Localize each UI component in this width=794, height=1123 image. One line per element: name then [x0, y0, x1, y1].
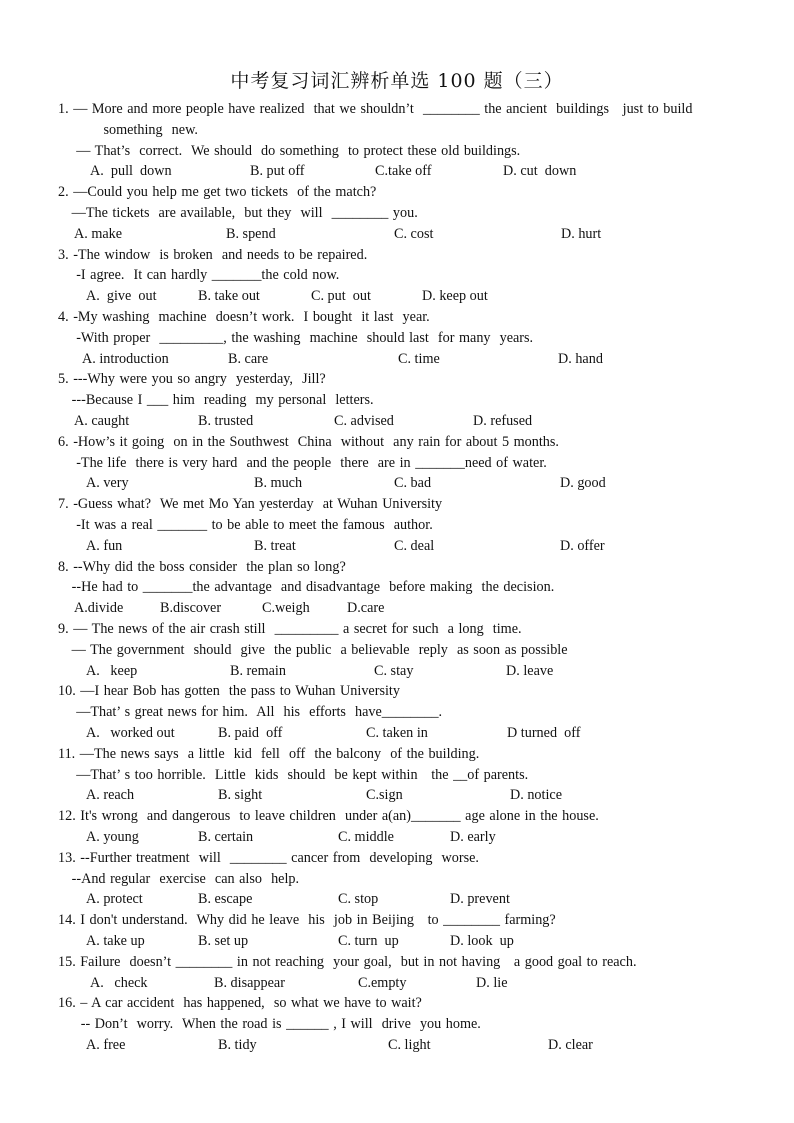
answer-options — [0, 661, 794, 682]
option-d: D turned off — [507, 725, 581, 741]
option-b: B. paid off — [218, 725, 283, 741]
option-a: A. take up — [86, 933, 145, 949]
option-b: B. sight — [218, 787, 263, 804]
question-stem: 16. – A car accident has happened, so what we have to wait? — [58, 995, 422, 1012]
question-stem: 13. --Further treatment will ________ cancer from developing worse. — [58, 849, 479, 866]
option-c: C. time — [398, 350, 440, 367]
question-line: -The life there is very hard and the people there are in _______need of water. — [58, 454, 547, 471]
answer-options — [0, 598, 794, 619]
option-c: C.empty — [358, 974, 407, 991]
option-b: B. much — [254, 475, 303, 492]
option-c: C. turn up — [338, 933, 399, 949]
option-c: C. deal — [394, 537, 435, 554]
option-a: A. protect — [86, 891, 143, 908]
option-d: D. hand — [558, 350, 603, 367]
answer-options — [0, 161, 794, 182]
answer-options — [0, 411, 794, 432]
question-line: —The tickets are available, but they will ________ you. — [58, 205, 418, 221]
option-d: D. clear — [548, 1037, 593, 1053]
option-b: B. certain — [198, 829, 254, 845]
option-b: B.discover — [160, 600, 222, 617]
question-line: -With proper _________, the washing machine should last for many years. — [58, 329, 534, 346]
option-b: B. disappear — [214, 974, 285, 991]
question-line: —That’ s too horrible. Little kids should be kept within the __of parents. — [58, 766, 529, 783]
question-stem: 12. It's wrong and dangerous to leave children under a(an)_______ age alone in the house. — [58, 808, 599, 825]
option-c: C. light — [388, 1037, 431, 1053]
option-d: D. early — [450, 829, 496, 845]
question-stem: 15. Failure doesn’t ________ in not reaching your goal, but in not having a good goal to reach. — [58, 953, 637, 970]
option-a: A. make — [74, 225, 123, 242]
option-a: A. caught — [74, 413, 130, 429]
option-d: D. refused — [473, 413, 533, 429]
question-stem: 8. --Why did the boss consider the plan so long? — [58, 558, 346, 575]
answer-options — [0, 889, 794, 910]
option-d: D. hurt — [561, 225, 602, 242]
option-a: A. fun — [86, 537, 123, 554]
option-d: D. prevent — [450, 891, 510, 908]
question-line: -- Don’t worry. When the road is ______ , I will drive you home. — [58, 1016, 481, 1033]
option-c: C. put out — [311, 288, 371, 305]
question-stem: 10. —I hear Bob has gotten the pass to Wuhan University — [58, 683, 400, 700]
option-c: C. middle — [338, 829, 394, 845]
option-d: D. offer — [560, 537, 605, 554]
option-d: D. cut down — [503, 163, 577, 180]
option-b: B. tidy — [218, 1037, 257, 1053]
question-stem: 9. — The news of the air crash still _________ a secret for such a long time. — [58, 621, 522, 637]
question-stem: 7. -Guess what? We met Mo Yan yesterday at Wuhan University — [58, 496, 443, 513]
question-line: —That’ s great news for him. All his efforts have________. — [58, 704, 443, 721]
question-line: -I agree. It can hardly _______the cold now. — [58, 267, 340, 284]
page-title: 中考复习词汇辨析单选 100 题（三） — [230, 70, 564, 92]
question-line: ---Because I ___ him reading my personal letters. — [58, 392, 374, 409]
answer-options — [0, 224, 794, 245]
answer-options — [0, 827, 794, 848]
option-b: B. put off — [250, 163, 305, 180]
option-c: C.sign — [366, 787, 403, 804]
question-line: -It was a real _______ to be able to meet the famous author. — [58, 517, 433, 533]
answer-options — [0, 1035, 794, 1056]
option-b: B. escape — [198, 891, 253, 908]
question-stem: 2. —Could you help me get two tickets of the match? — [58, 184, 377, 201]
question-stem: 1. — More and more people have realized that we shouldn’t ________ the ancient buildings just to build — [58, 101, 693, 117]
option-c: C.weigh — [262, 600, 310, 617]
question-line: something new. — [58, 121, 198, 138]
option-a: A. worked out — [86, 725, 175, 741]
answer-options — [0, 931, 794, 952]
option-b: B. take out — [198, 288, 260, 305]
option-c: C. stay — [374, 662, 414, 679]
option-d: D. leave — [506, 662, 554, 679]
option-b: B. set up — [198, 933, 249, 949]
option-a: A.divide — [74, 600, 124, 617]
question-line: — That’s correct. We should do something to protect these old buildings. — [58, 142, 521, 159]
option-c: C. stop — [338, 891, 379, 908]
question-stem: 4. -My washing machine doesn’t work. I bought it last year. — [58, 309, 430, 325]
option-d: D. lie — [476, 974, 508, 991]
option-d: D. notice — [510, 787, 563, 804]
option-a: A. reach — [86, 787, 135, 804]
answer-options — [0, 785, 794, 806]
question-stem: 6. -How’s it going on in the Southwest China without any rain for about 5 months. — [58, 433, 559, 450]
question-stem: 11. —The news says a little kid fell off the balcony of the building. — [58, 745, 480, 762]
option-c: C. bad — [394, 475, 432, 492]
option-a: A. give out — [86, 288, 157, 305]
option-c: C. cost — [394, 225, 434, 242]
option-b: B. remain — [230, 662, 286, 679]
option-a: A. free — [86, 1037, 126, 1053]
option-c: C. taken in — [366, 725, 428, 741]
option-a: A. introduction — [82, 350, 169, 367]
answer-options — [0, 349, 794, 370]
question-stem: 14. I don't understand. Why did he leave his job in Beijing to ________ farming? — [58, 912, 556, 929]
question-stem: 5. ---Why were you so angry yesterday, Jill? — [58, 371, 326, 388]
option-c: C. advised — [334, 413, 394, 429]
option-a: A. keep — [86, 662, 138, 679]
answer-options — [0, 973, 794, 994]
question-stem: 3. -The window is broken and needs to be repaired. — [58, 246, 368, 263]
question-line: --He had to _______the advantage and disadvantage before making the decision. — [58, 579, 555, 596]
option-a: A. young — [86, 829, 139, 845]
question-line: — The government should give the public a believable reply as soon as possible — [58, 641, 568, 658]
option-d: D. good — [560, 475, 606, 492]
option-a: A. very — [86, 475, 129, 492]
answer-options — [0, 473, 794, 494]
question-line: --And regular exercise can also help. — [58, 870, 300, 887]
option-d: D.care — [347, 600, 385, 617]
option-c: C.take off — [375, 163, 432, 180]
option-b: B. treat — [254, 537, 296, 554]
option-a: A. pull down — [90, 163, 172, 180]
option-d: D. look up — [450, 933, 514, 949]
answer-options — [0, 723, 794, 744]
answer-options — [0, 536, 794, 557]
option-d: D. keep out — [422, 288, 488, 305]
option-b: B. care — [228, 350, 269, 367]
option-b: B. spend — [226, 225, 276, 242]
option-b: B. trusted — [198, 413, 254, 429]
option-a: A. check — [90, 974, 148, 991]
answer-options — [0, 286, 794, 307]
